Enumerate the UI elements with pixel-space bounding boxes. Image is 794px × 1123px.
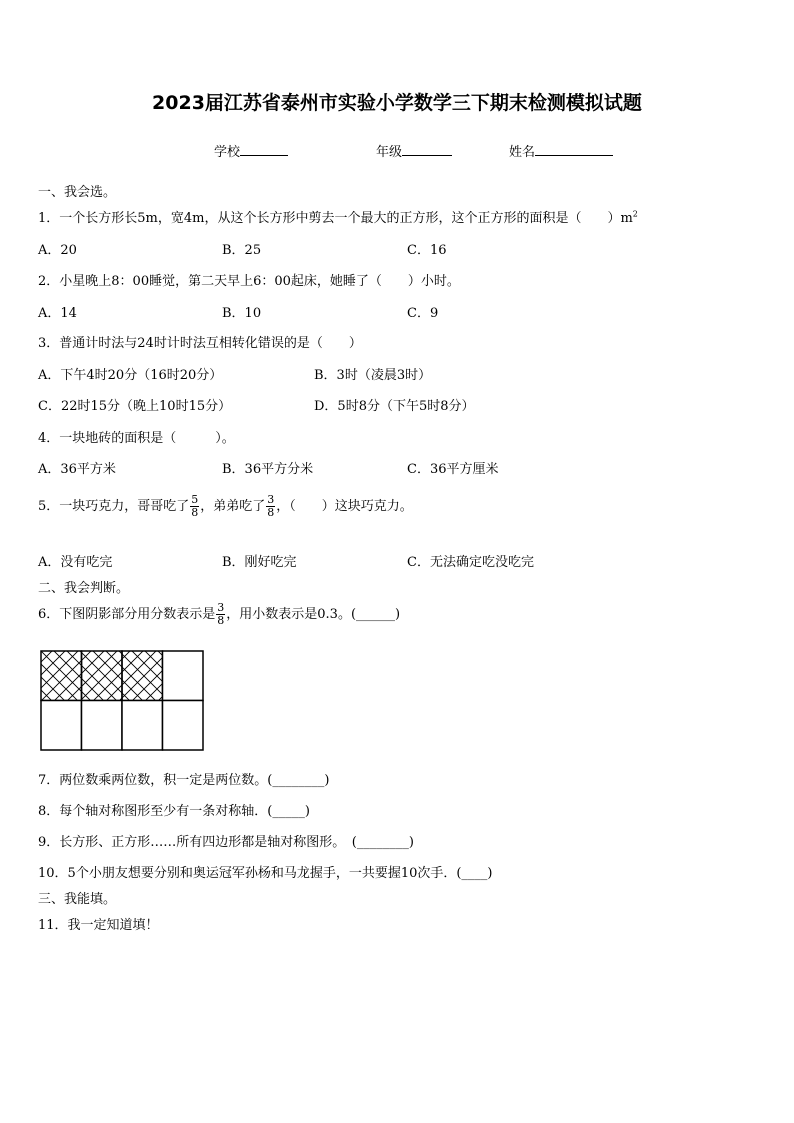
q5-option-a[interactable]: A．没有吃完 bbox=[38, 555, 113, 570]
q2-option-b[interactable]: B．10 bbox=[222, 306, 262, 321]
grid-cell bbox=[163, 651, 204, 701]
question-5-text-1: 5．一块巧克力，哥哥吃了 bbox=[38, 499, 190, 514]
fraction-numerator: 3 bbox=[267, 493, 275, 506]
fraction-three-eighths bbox=[216, 602, 225, 627]
question-4: 4．一块地砖的面积是（ ）。 bbox=[38, 431, 235, 446]
question-5-text-3: ，（ ）这块巧克力。 bbox=[276, 499, 413, 514]
question-1 bbox=[38, 207, 638, 226]
question-3: 3．普通计时法与24时计时法互相转化错误的是（ ） bbox=[38, 336, 362, 351]
school-blank[interactable] bbox=[240, 142, 288, 156]
q1-option-c[interactable]: C．16 bbox=[407, 243, 447, 258]
grid-cell bbox=[122, 701, 163, 751]
q4-option-c[interactable]: C．36平方厘米 bbox=[407, 462, 499, 477]
grade-blank[interactable] bbox=[402, 142, 452, 156]
name-label: 姓名 bbox=[509, 145, 536, 160]
fraction-numerator: 3 bbox=[217, 601, 225, 614]
q3-option-a[interactable]: A．下午4时20分（16时20分） bbox=[38, 368, 223, 383]
fraction-five-eighths bbox=[190, 494, 199, 519]
section-3-heading: 三、我能填。 bbox=[38, 892, 117, 907]
fraction-denominator: 8 bbox=[267, 506, 275, 519]
q3-option-c[interactable]: C．22时15分（晚上10时15分） bbox=[38, 399, 232, 414]
grid-cell-shaded bbox=[82, 651, 123, 701]
question-2: 2．小星晚上8：00睡觉，第二天早上6：00起床，她睡了（ ）小时。 bbox=[38, 274, 460, 289]
question-5-text-2: ，弟弟吃了 bbox=[200, 499, 266, 514]
school-field bbox=[214, 141, 288, 160]
name-field bbox=[509, 141, 613, 160]
page-title: 2023届江苏省泰州市实验小学数学三下期末检测模拟试题 bbox=[152, 92, 642, 114]
question-6-text-2: ，用小数表示是0.3。(______) bbox=[226, 607, 401, 622]
fraction-denominator: 8 bbox=[217, 614, 225, 627]
q4-option-a[interactable]: A．36平方米 bbox=[38, 462, 116, 477]
fraction-numerator: 5 bbox=[191, 493, 199, 506]
grid-cell bbox=[82, 701, 123, 751]
question-10: 10．5个小朋友想要分别和奥运冠军孙杨和马龙握手，一共要握10次手．(____) bbox=[38, 866, 493, 881]
q2-option-a[interactable]: A．14 bbox=[38, 306, 77, 321]
shaded-fraction-grid bbox=[40, 650, 206, 751]
section-2-heading: 二、我会判断。 bbox=[38, 581, 130, 596]
question-6 bbox=[38, 602, 400, 627]
grid-cell bbox=[41, 701, 82, 751]
fraction-denominator: 8 bbox=[191, 506, 199, 519]
name-blank[interactable] bbox=[535, 142, 613, 156]
question-1-text: 1．一个长方形长5m，宽4m，从这个长方形中剪去一个最大的正方形，这个正方形的面积是（ ）m bbox=[38, 211, 633, 226]
q5-option-c[interactable]: C．无法确定吃没吃完 bbox=[407, 555, 534, 570]
q5-option-b[interactable]: B．刚好吃完 bbox=[222, 555, 297, 570]
grid-cell-shaded bbox=[41, 651, 82, 701]
section-1-heading: 一、我会选。 bbox=[38, 185, 117, 200]
question-7: 7．两位数乘两位数，积一定是两位数。(________) bbox=[38, 773, 330, 788]
q1-option-a[interactable]: A．20 bbox=[38, 243, 77, 258]
q2-option-c[interactable]: C．9 bbox=[407, 306, 439, 321]
q3-option-b[interactable]: B．3时（凌晨3时） bbox=[314, 368, 432, 383]
question-8: 8．每个轴对称图形至少有一条对称轴．(_____) bbox=[38, 804, 310, 819]
q4-option-b[interactable]: B．36平方分米 bbox=[222, 462, 314, 477]
school-label: 学校 bbox=[214, 145, 241, 160]
q3-option-d[interactable]: D．5时8分（下午5时8分） bbox=[314, 399, 475, 414]
fraction-three-eighths bbox=[266, 494, 275, 519]
grid-cell bbox=[163, 701, 204, 751]
question-11: 11．我一定知道填！ bbox=[38, 918, 159, 933]
q1-option-b[interactable]: B．25 bbox=[222, 243, 262, 258]
question-5 bbox=[38, 494, 413, 519]
question-6-text-1: 6．下图阴影部分用分数表示是 bbox=[38, 607, 216, 622]
question-1-unit-exponent: 2 bbox=[632, 209, 638, 219]
question-9: 9．长方形、正方形……所有四边形都是轴对称图形。 (________) bbox=[38, 835, 414, 850]
grade-label: 年级 bbox=[376, 145, 403, 160]
grid-cell-shaded bbox=[122, 651, 163, 701]
grade-field bbox=[376, 141, 452, 160]
